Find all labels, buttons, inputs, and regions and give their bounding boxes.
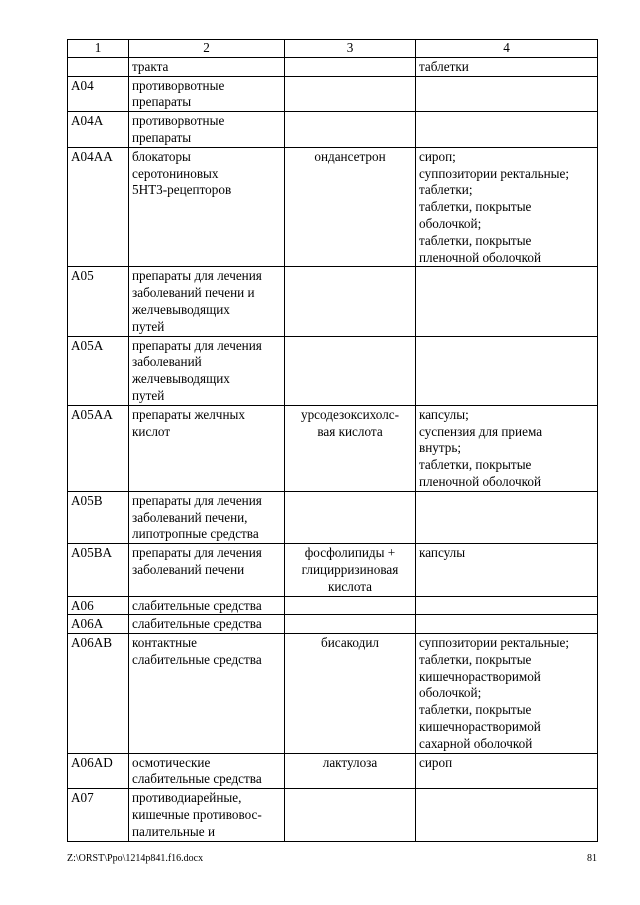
inn-cell	[285, 147, 416, 267]
group-name-cell-line: слабительные средства	[132, 651, 262, 667]
drug-table	[67, 39, 598, 842]
group-name-cell-line: 5HT3-рецепторов	[132, 182, 232, 198]
group-name-cell	[129, 76, 285, 112]
inn-cell-line: фосфолипиды +	[304, 545, 396, 561]
group-name-cell	[129, 544, 285, 596]
group-name-cell-line: заболеваний печени и	[132, 285, 255, 301]
dosage-form-cell	[416, 147, 598, 267]
dosage-form-cell-line: внутрь;	[419, 440, 462, 456]
group-name-cell	[129, 753, 285, 789]
inn-cell-line: урсодезоксихолс-	[300, 406, 400, 422]
dosage-form-cell	[416, 405, 598, 491]
group-name-cell-line: контактные	[132, 635, 197, 651]
group-name-cell-line: противодиарейные,	[132, 790, 242, 806]
group-name-cell-line: препараты	[132, 129, 192, 145]
atc-code-cell: A05BA	[68, 544, 129, 596]
dosage-form-cell	[416, 615, 598, 634]
atc-code-cell: A07	[68, 789, 129, 841]
table-row	[68, 336, 598, 405]
dosage-form-cell-line: таблетки, покрытые	[419, 199, 532, 215]
group-name-cell	[129, 267, 285, 336]
dosage-form-cell	[416, 544, 598, 596]
group-name-cell-line: противорвотные	[132, 77, 225, 93]
inn-cell	[285, 405, 416, 491]
table-row	[68, 753, 598, 789]
inn-cell	[285, 491, 416, 543]
group-name-cell-line: тракта	[132, 58, 169, 74]
dosage-form-cell-line: таблетки, покрытые	[419, 232, 532, 248]
dosage-form-cell	[416, 336, 598, 405]
inn-cell-line: глицирризиновая	[301, 561, 399, 577]
table-row	[68, 634, 598, 754]
group-name-cell-line: препараты для лечения	[132, 545, 262, 561]
table-body	[68, 57, 598, 841]
atc-code-cell: A06A	[68, 615, 129, 634]
group-name-cell-line: слабительные средства	[132, 597, 262, 613]
dosage-form-cell	[416, 753, 598, 789]
group-name-cell-line: палительные и	[132, 823, 216, 839]
dosage-form-cell	[416, 57, 598, 76]
dosage-form-cell-line: таблетки;	[419, 182, 473, 198]
group-name-cell	[129, 615, 285, 634]
inn-cell	[285, 634, 416, 754]
dosage-form-cell-line: суппозитории ректальные;	[419, 635, 570, 651]
dosage-form-cell	[416, 76, 598, 112]
table-row	[68, 267, 598, 336]
group-name-cell	[129, 112, 285, 148]
group-name-cell-line: препараты для лечения	[132, 337, 262, 353]
table-header	[68, 40, 598, 58]
group-name-cell-line: заболеваний	[132, 354, 202, 370]
group-name-cell-line: желчевыводящих	[132, 371, 230, 387]
atc-code-cell: A04AA	[68, 147, 129, 267]
header-col-2: 2	[129, 40, 285, 58]
group-name-cell	[129, 57, 285, 76]
group-name-cell	[129, 596, 285, 615]
dosage-form-cell	[416, 491, 598, 543]
group-name-cell-line: заболеваний печени	[132, 561, 245, 577]
group-name-cell-line: препараты для лечения	[132, 492, 262, 508]
group-name-cell	[129, 147, 285, 267]
group-name-cell-line: препараты для лечения	[132, 268, 262, 284]
dosage-form-cell-line: капсулы	[419, 545, 466, 561]
dosage-form-cell-line: сироп	[419, 754, 453, 770]
group-name-cell-line: путей	[132, 318, 165, 334]
footer-file-path: Z:\ORST\Ppo\1214p841.f16.docx	[67, 853, 204, 864]
group-name-cell	[129, 405, 285, 491]
header-col-3: 3	[285, 40, 416, 58]
dosage-form-cell-line: кишечнорастворимой	[419, 719, 541, 735]
inn-cell	[285, 789, 416, 841]
dosage-form-cell-line: пленочной оболочкой	[419, 249, 542, 265]
inn-cell-line: вая кислота	[317, 423, 383, 439]
atc-code-cell: A05A	[68, 336, 129, 405]
group-name-cell	[129, 491, 285, 543]
inn-cell-line: лактулоза	[322, 754, 378, 770]
dosage-form-cell-line: оболочкой;	[419, 215, 482, 231]
inn-cell	[285, 57, 416, 76]
group-name-cell-line: желчевыводящих	[132, 301, 230, 317]
group-name-cell-line: слабительные средства	[132, 616, 262, 632]
table-row	[68, 57, 598, 76]
table-row	[68, 615, 598, 634]
inn-cell	[285, 753, 416, 789]
dosage-form-cell-line: сахарной оболочкой	[419, 735, 533, 751]
atc-code-cell	[68, 57, 129, 76]
header-row	[68, 40, 598, 58]
inn-cell	[285, 336, 416, 405]
dosage-form-cell	[416, 267, 598, 336]
table-row	[68, 789, 598, 841]
inn-cell	[285, 596, 416, 615]
header-col-4: 4	[416, 40, 598, 58]
atc-code-cell: A05	[68, 267, 129, 336]
group-name-cell-line: путей	[132, 387, 165, 403]
atc-code-cell: A05AA	[68, 405, 129, 491]
group-name-cell-line: слабительные средства	[132, 771, 262, 787]
dosage-form-cell-line: таблетки	[419, 58, 469, 74]
dosage-form-cell-line: таблетки, покрытые	[419, 457, 532, 473]
atc-code-cell: A06AD	[68, 753, 129, 789]
table-row	[68, 76, 598, 112]
group-name-cell	[129, 789, 285, 841]
inn-cell	[285, 267, 416, 336]
dosage-form-cell-line: кишечнорастворимой	[419, 668, 541, 684]
dosage-form-cell	[416, 112, 598, 148]
group-name-cell-line: заболеваний печени,	[132, 509, 248, 525]
group-name-cell-line: блокаторы	[132, 148, 191, 164]
dosage-form-cell-line: таблетки, покрытые	[419, 651, 532, 667]
atc-code-cell: A04A	[68, 112, 129, 148]
inn-cell	[285, 615, 416, 634]
inn-cell	[285, 112, 416, 148]
group-name-cell-line: серотониновых	[132, 165, 219, 181]
group-name-cell-line: осмотические	[132, 754, 211, 770]
inn-cell	[285, 76, 416, 112]
group-name-cell-line: кишечные противовос-	[132, 807, 262, 823]
dosage-form-cell-line: таблетки, покрытые	[419, 702, 532, 718]
dosage-form-cell-line: пленочной оболочкой	[419, 473, 542, 489]
atc-code-cell: A04	[68, 76, 129, 112]
dosage-form-cell-line: капсулы;	[419, 406, 469, 422]
inn-cell	[285, 544, 416, 596]
table-row	[68, 405, 598, 491]
group-name-cell-line: препараты желчных	[132, 406, 245, 422]
inn-cell-line: ондансетрон	[314, 148, 386, 164]
table-row	[68, 491, 598, 543]
footer-page-number: 81	[587, 853, 597, 864]
table-row	[68, 596, 598, 615]
atc-code-cell: A06AB	[68, 634, 129, 754]
group-name-cell-line: липотропные средства	[132, 526, 259, 542]
group-name-cell-line: противорвотные	[132, 113, 225, 129]
dosage-form-cell	[416, 634, 598, 754]
group-name-cell-line: кислот	[132, 423, 171, 439]
dosage-form-cell-line: суспензия для приема	[419, 423, 543, 439]
atc-code-cell: A05B	[68, 491, 129, 543]
group-name-cell-line: препараты	[132, 94, 192, 110]
group-name-cell	[129, 336, 285, 405]
table-row	[68, 147, 598, 267]
dosage-form-cell	[416, 789, 598, 841]
inn-cell-line: бисакодил	[321, 635, 379, 651]
dosage-form-cell-line: сироп;	[419, 148, 456, 164]
header-col-1: 1	[68, 40, 129, 58]
dosage-form-cell-line: оболочкой;	[419, 685, 482, 701]
group-name-cell	[129, 634, 285, 754]
dosage-form-cell-line: суппозитории ректальные;	[419, 165, 570, 181]
atc-code-cell: A06	[68, 596, 129, 615]
inn-cell-line: кислота	[327, 578, 373, 594]
table-row	[68, 544, 598, 596]
table-row	[68, 112, 598, 148]
dosage-form-cell	[416, 596, 598, 615]
